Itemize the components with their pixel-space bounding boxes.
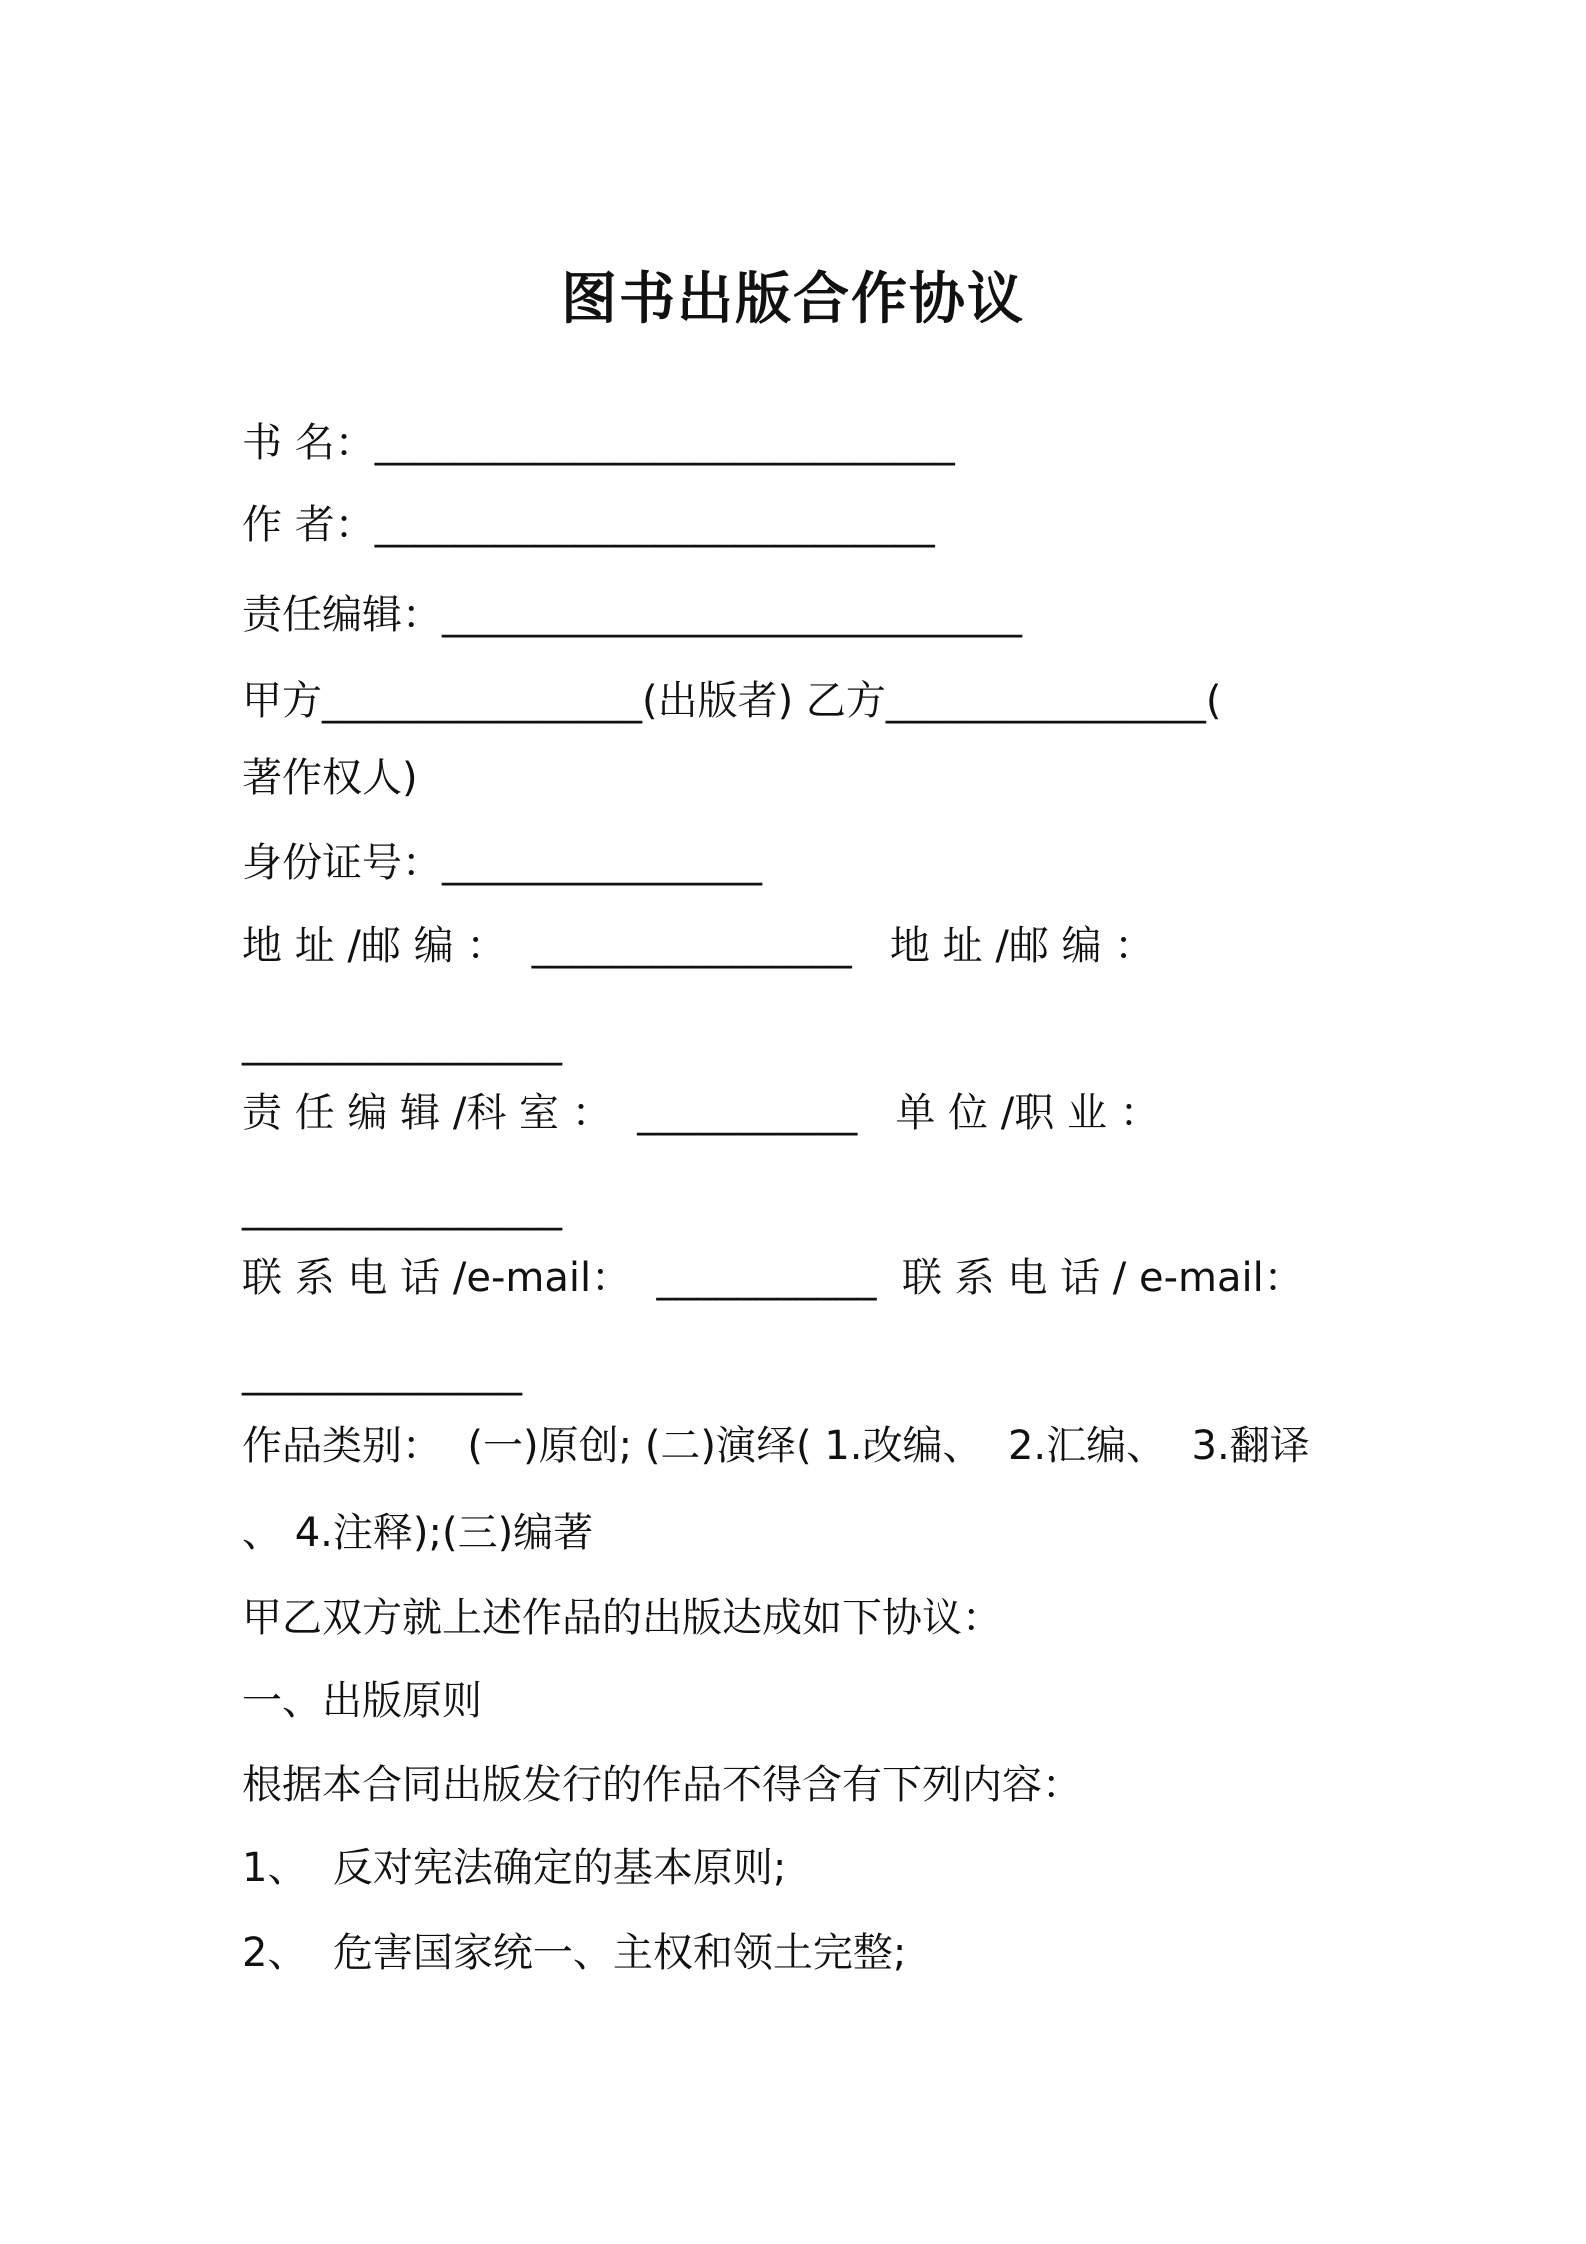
document-title: 图书出版合作协议 [561, 267, 1025, 332]
author-line: 作 者：____________________________ [242, 502, 935, 548]
address-line: 地 址 /邮 编 ： ________________ 地 址 /邮 编 ： [242, 923, 1155, 969]
clause-1: 1、 反对宪法确定的基本原则; [242, 1845, 787, 1891]
section-1-intro: 根据本合同出版发行的作品不得含有下列内容： [242, 1762, 1082, 1808]
work-category-line-cont: 、 4.注释);(三)编著 [242, 1510, 594, 1556]
contact-line-cont: ______________ [242, 1350, 522, 1396]
parties-line: 甲方________________(出版者) 乙方________________( [242, 678, 1222, 724]
department-line: 责 任 编 辑 /科 室 ： ___________ 单 位 /职 业 ： [242, 1090, 1160, 1136]
contact-line: 联 系 电 话 /e-mail： ___________ 联 系 电 话 / e-mail： [242, 1255, 1304, 1301]
agreement-intro: 甲乙双方就上述作品的出版达成如下协议： [242, 1595, 1002, 1641]
parties-line-cont: 著作权人) [242, 755, 418, 801]
work-category-line: 作品类别： (一)原创; (二)演绎( 1.改编、 2.汇编、 3.翻译 [242, 1423, 1310, 1469]
id-number-line: 身份证号：________________ [242, 840, 762, 886]
section-1-heading: 一、出版原则 [242, 1678, 482, 1724]
clause-2: 2、 危害国家统一、主权和领土完整; [242, 1930, 907, 1976]
editor-line: 责任编辑：_____________________________ [242, 592, 1022, 638]
book-name-line: 书 名：_____________________________ [242, 420, 955, 466]
department-line-cont: ________________ [242, 1185, 562, 1231]
address-line-cont: ________________ [242, 1020, 562, 1066]
